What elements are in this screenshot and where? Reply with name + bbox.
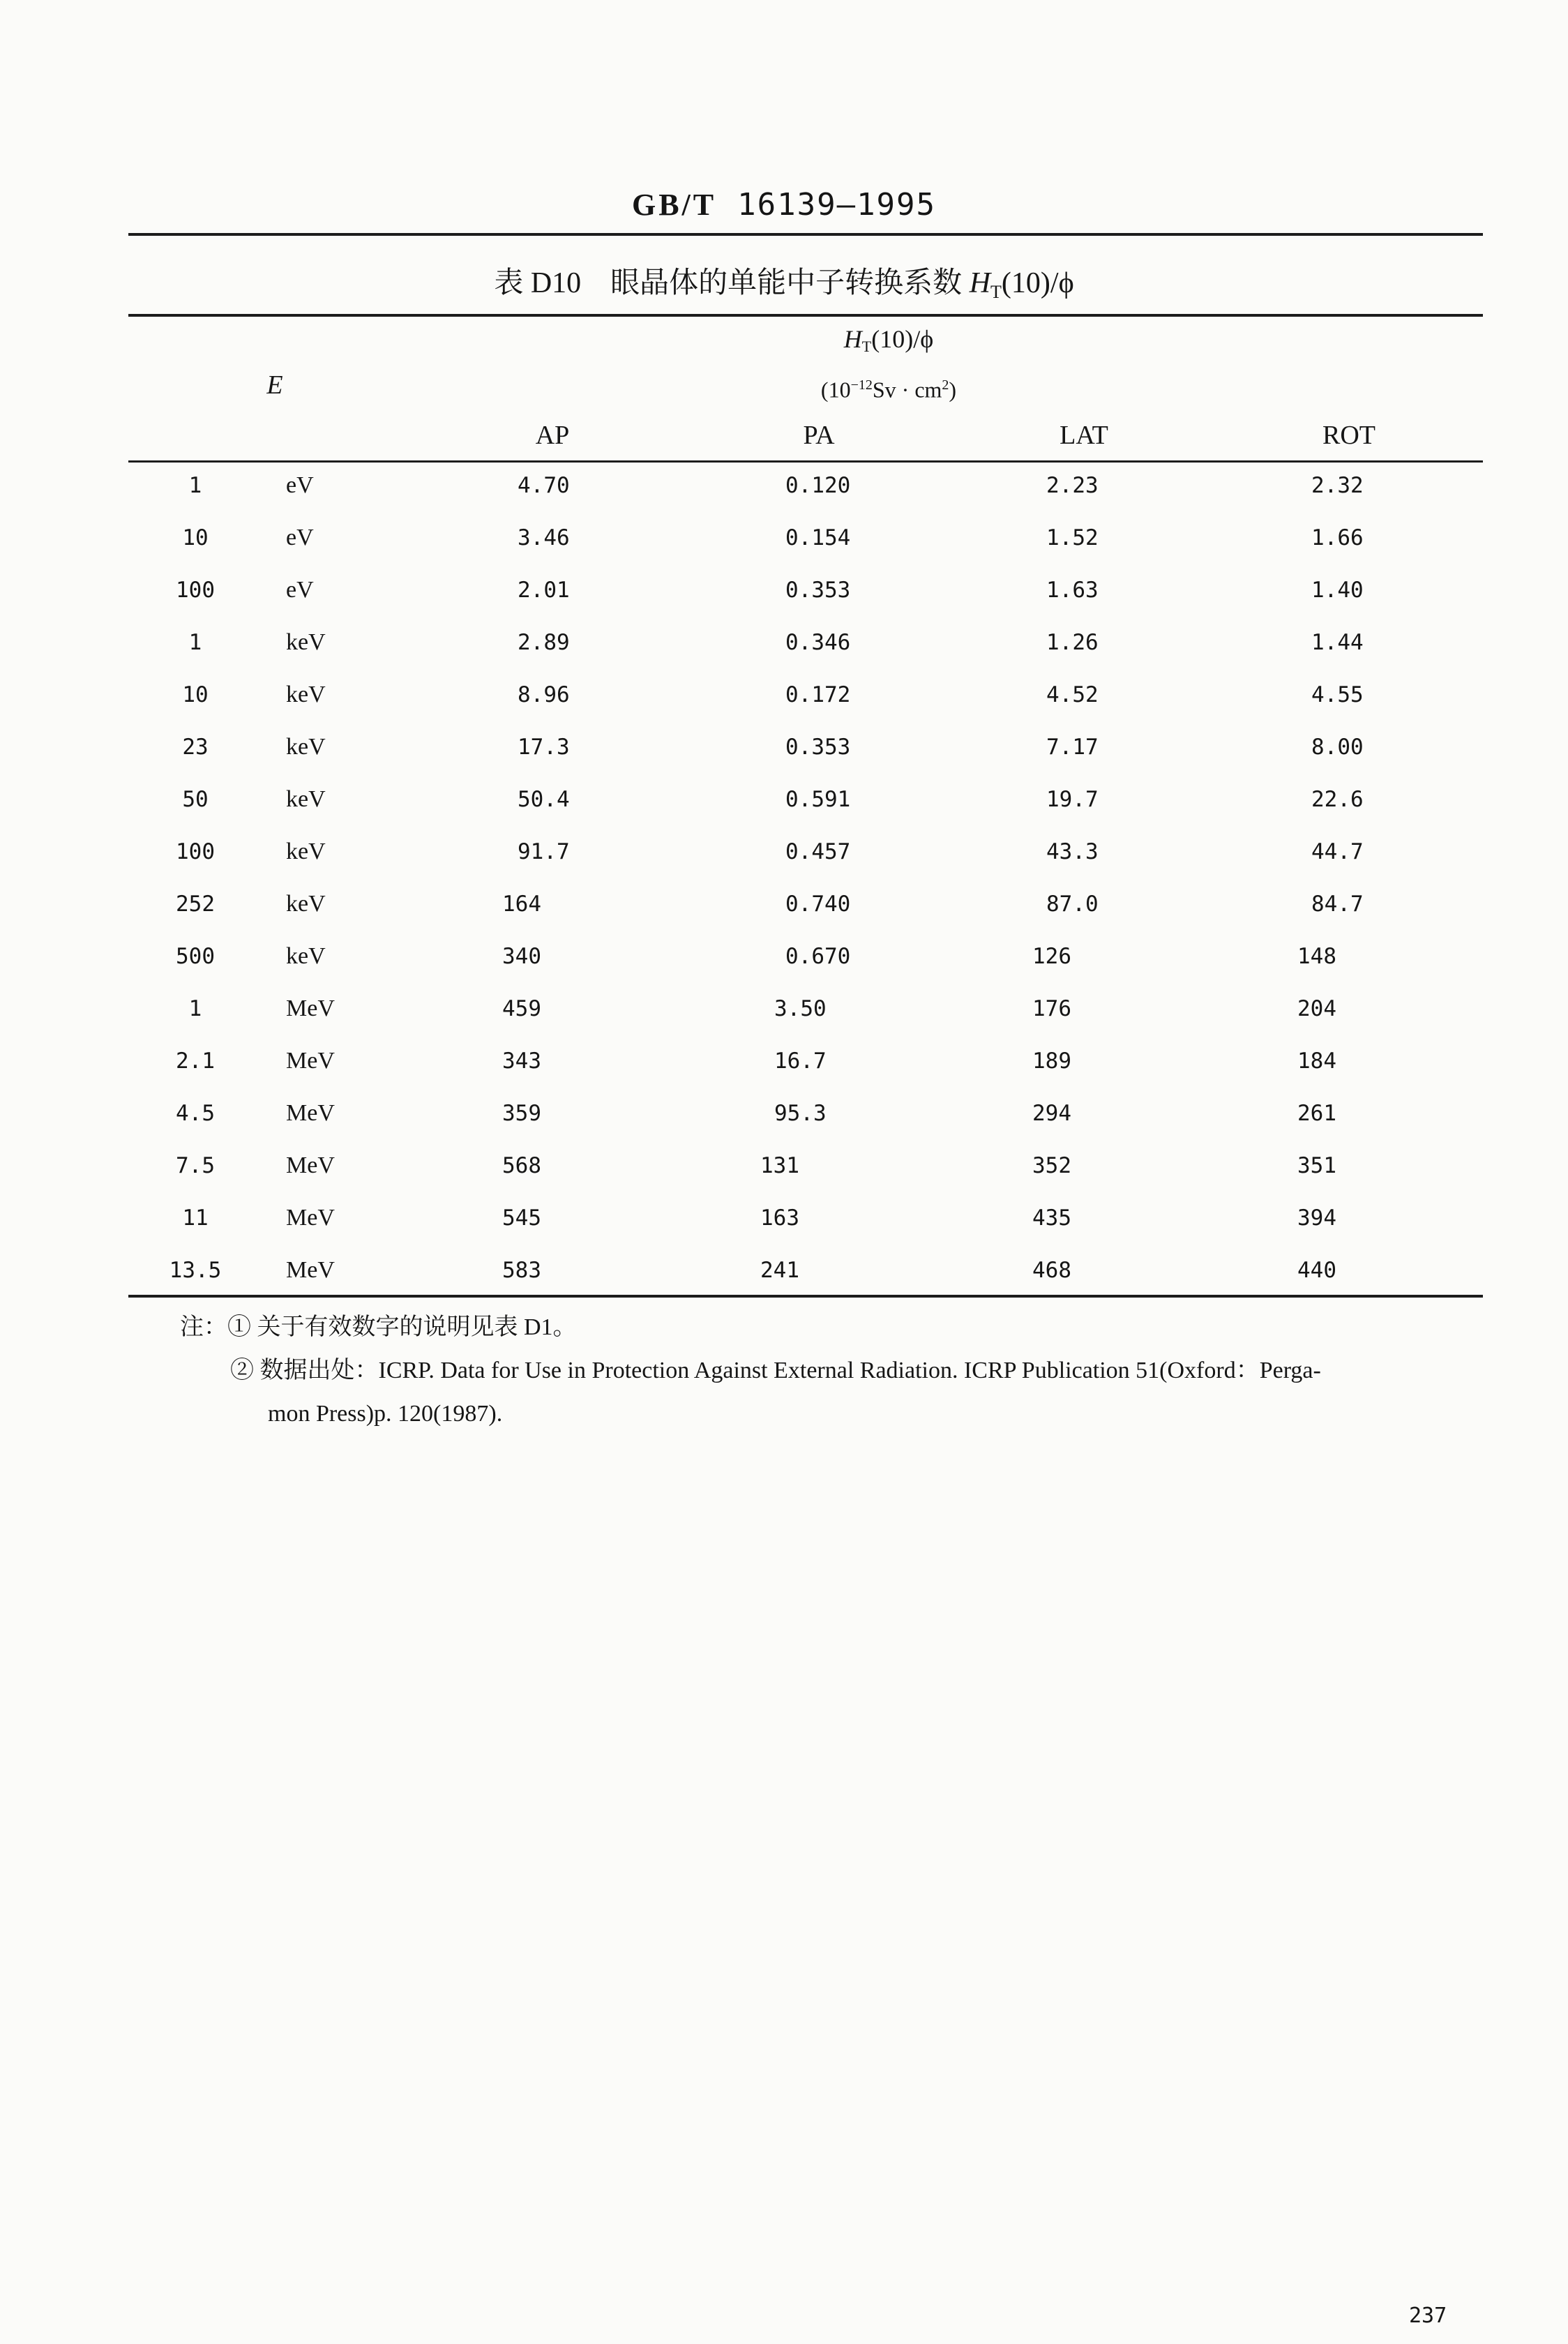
group-symbol: H — [843, 325, 862, 353]
ap-value: 2.89 — [518, 630, 570, 655]
energy-value: 1 — [188, 996, 202, 1021]
col-header-lat: LAT — [1060, 421, 1108, 450]
pa-value: 0.353 — [785, 578, 851, 603]
energy-unit: keV — [286, 629, 326, 655]
pa-value: 241 — [760, 1258, 799, 1283]
standard-number: 16139—1995 — [737, 187, 937, 223]
pa-value: 0.120 — [785, 473, 851, 498]
standard-code — [0, 184, 1568, 226]
energy-value: 10 — [182, 525, 209, 550]
table-top-rule — [128, 314, 1483, 317]
ap-value: 568 — [502, 1153, 541, 1178]
ap-value: 91.7 — [518, 839, 570, 864]
ap-value: 4.70 — [518, 473, 570, 498]
rot-value: 440 — [1297, 1258, 1336, 1283]
group-suffix: (10)/ϕ — [871, 325, 934, 353]
lat-value: 435 — [1032, 1205, 1071, 1231]
rot-value: 44.7 — [1311, 839, 1364, 864]
rot-value: 22.6 — [1311, 787, 1364, 812]
rot-value: 148 — [1297, 944, 1336, 969]
energy-unit: eV — [286, 525, 314, 550]
pa-value: 131 — [760, 1153, 799, 1178]
lat-value: 1.52 — [1046, 525, 1099, 550]
ap-value: 8.96 — [518, 682, 570, 707]
pa-value: 0.353 — [785, 735, 851, 760]
energy-unit: MeV — [286, 1048, 335, 1074]
pa-value: 0.670 — [785, 944, 851, 969]
note-2-text: 数据出处：ICRP. Data for Use in Protection Against External Radiation. ICRP Publication 51(Oxford：Perga- — [259, 1358, 1321, 1383]
unit-exp: −12 — [850, 377, 873, 393]
unit-exp2: 2 — [942, 377, 949, 393]
pa-value: 163 — [760, 1205, 799, 1231]
ap-value: 343 — [502, 1049, 541, 1074]
pa-value: 0.740 — [785, 892, 851, 917]
energy-value: 10 — [182, 682, 209, 707]
caption-suffix: (10)/ϕ — [1001, 267, 1074, 299]
lat-value: 126 — [1032, 944, 1071, 969]
page-number: 237 — [1409, 2304, 1447, 2328]
pa-value: 95.3 — [774, 1101, 827, 1126]
energy-value: 50 — [182, 787, 209, 812]
group-header — [819, 322, 958, 363]
energy-header: E — [266, 370, 283, 400]
unit-close: ) — [949, 377, 957, 403]
ap-value: 545 — [502, 1205, 541, 1231]
caption-subscript: T — [990, 282, 1002, 302]
energy-value: 23 — [182, 735, 209, 760]
caption-symbol: H — [969, 267, 991, 299]
energy-value: 7.5 — [176, 1153, 215, 1178]
rot-value: 204 — [1297, 996, 1336, 1021]
rot-value: 1.40 — [1311, 578, 1364, 603]
note-2 — [230, 1351, 1321, 1391]
pa-value: 0.457 — [785, 839, 851, 864]
ap-value: 17.3 — [518, 735, 570, 760]
rot-value: 1.44 — [1311, 630, 1364, 655]
lat-value: 4.52 — [1046, 682, 1099, 707]
lat-value: 189 — [1032, 1049, 1071, 1074]
lat-value: 1.63 — [1046, 578, 1099, 603]
table-bottom-rule — [128, 1295, 1483, 1298]
energy-value: 1 — [188, 473, 202, 498]
lat-value: 1.26 — [1046, 630, 1099, 655]
lat-value: 2.23 — [1046, 473, 1099, 498]
ap-value: 50.4 — [518, 787, 570, 812]
energy-unit: keV — [286, 682, 326, 707]
ap-value: 340 — [502, 944, 541, 969]
rot-value: 394 — [1297, 1205, 1336, 1231]
rot-value: 184 — [1297, 1049, 1336, 1074]
rot-value: 84.7 — [1311, 892, 1364, 917]
energy-value: 4.5 — [176, 1101, 215, 1126]
energy-value: 1 — [188, 630, 202, 655]
energy-unit: MeV — [286, 1152, 335, 1178]
ap-value: 583 — [502, 1258, 541, 1283]
energy-unit: MeV — [286, 1205, 335, 1231]
unit-pre: (10 — [820, 377, 851, 403]
col-header-ap: AP — [535, 421, 570, 450]
col-header-rot: ROT — [1322, 421, 1375, 450]
table-caption — [0, 264, 1568, 312]
unit-post: Sv · cm — [872, 377, 942, 403]
table-label: 表 D10 — [494, 267, 582, 299]
header-rule — [128, 233, 1483, 236]
energy-value: 11 — [182, 1205, 209, 1231]
energy-unit: MeV — [286, 996, 335, 1021]
group-subscript: T — [861, 338, 872, 355]
energy-unit: keV — [286, 734, 326, 760]
energy-value: 2.1 — [176, 1049, 215, 1074]
ap-value: 3.46 — [518, 525, 570, 550]
notes-block — [180, 1307, 577, 1348]
lat-value: 294 — [1032, 1101, 1071, 1126]
rot-value: 1.66 — [1311, 525, 1364, 550]
ap-value: 359 — [502, 1101, 541, 1126]
lat-value: 352 — [1032, 1153, 1071, 1178]
lat-value: 7.17 — [1046, 735, 1099, 760]
rot-value: 2.32 — [1311, 473, 1364, 498]
note-1-text: 关于有效数字的说明见表 D1。 — [257, 1314, 577, 1340]
table-title: 眼晶体的单能中子转换系数 — [610, 267, 963, 299]
energy-unit: keV — [286, 839, 326, 864]
energy-value: 100 — [176, 578, 215, 603]
ap-value: 459 — [502, 996, 541, 1021]
note-1-marker: ① — [227, 1314, 251, 1340]
energy-value: 500 — [176, 944, 215, 969]
rot-value: 8.00 — [1311, 735, 1364, 760]
energy-value: 13.5 — [169, 1258, 222, 1283]
energy-unit: keV — [286, 786, 326, 812]
energy-unit: keV — [286, 943, 326, 969]
note-2-continuation: mon Press)p. 120(1987). — [268, 1401, 503, 1427]
lat-value: 43.3 — [1046, 839, 1099, 864]
pa-value: 3.50 — [774, 996, 827, 1021]
ap-value: 2.01 — [518, 578, 570, 603]
energy-unit: keV — [286, 891, 326, 917]
energy-unit: MeV — [286, 1257, 335, 1283]
lat-value: 468 — [1032, 1258, 1071, 1283]
pa-value: 0.172 — [785, 682, 851, 707]
standard-prefix: GB/T — [631, 188, 717, 222]
note-2-marker: ② — [230, 1358, 254, 1383]
energy-value: 100 — [176, 839, 215, 864]
lat-value: 176 — [1032, 996, 1071, 1021]
energy-value: 252 — [176, 892, 215, 917]
pa-value: 0.154 — [785, 525, 851, 550]
notes-label: 注： — [180, 1314, 227, 1340]
unit-label — [784, 370, 993, 405]
pa-value: 0.346 — [785, 630, 851, 655]
energy-unit: eV — [286, 577, 314, 603]
col-header-pa: PA — [803, 421, 835, 450]
pa-value: 16.7 — [774, 1049, 827, 1074]
rot-value: 351 — [1297, 1153, 1336, 1178]
lat-value: 19.7 — [1046, 787, 1099, 812]
pa-value: 0.591 — [785, 787, 851, 812]
rot-value: 261 — [1297, 1101, 1336, 1126]
rot-value: 4.55 — [1311, 682, 1364, 707]
energy-unit: MeV — [286, 1100, 335, 1126]
lat-value: 87.0 — [1046, 892, 1099, 917]
header-body-rule — [128, 460, 1483, 463]
energy-unit: eV — [286, 472, 314, 498]
ap-value: 164 — [502, 892, 541, 917]
